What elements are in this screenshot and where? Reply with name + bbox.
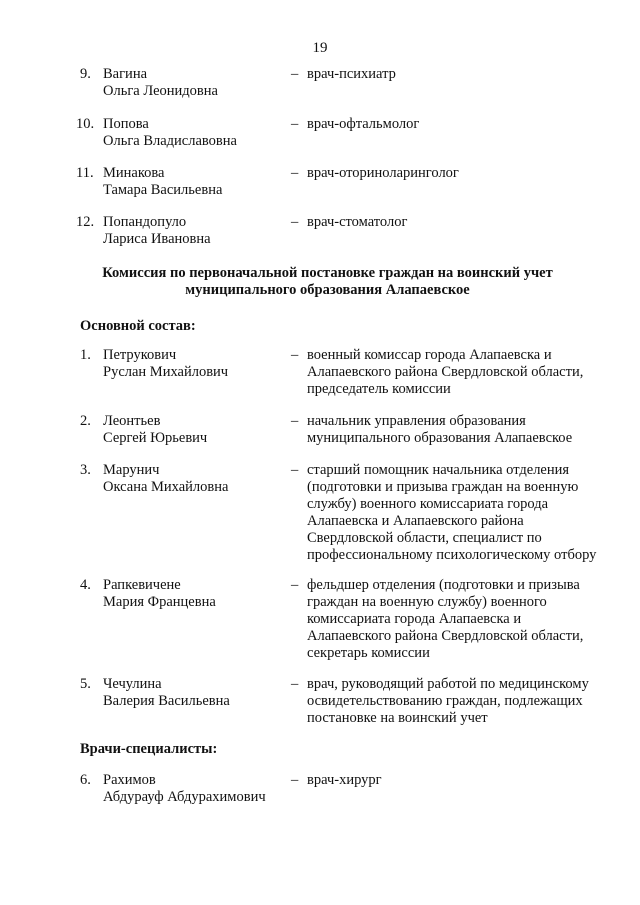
position-description: старший помощник начальника отделения (подготовки и призыва граждан на военную службу) военного комиссариата города Алапаевска и Алапаевского района Свердловской области, специалист по профессиональному психологическому отбору — [307, 462, 597, 563]
page-number: 19 — [312, 40, 328, 56]
person-name: Рахимов Абдурауф Абдурахимович — [103, 772, 266, 805]
dash: – — [291, 165, 299, 181]
item-number: 4. — [80, 577, 91, 593]
position-description: врач-офтальмолог — [307, 116, 420, 132]
position-description: врач-хирург — [307, 772, 382, 788]
position-description: врач, руководящий работой по медицинскому освидетельствованию граждан, подлежащих постановке на воинский учет — [307, 676, 589, 726]
dash: – — [291, 347, 299, 363]
dash: – — [291, 66, 299, 82]
item-number: 6. — [80, 772, 91, 788]
dash: – — [291, 214, 299, 230]
item-number: 2. — [80, 413, 91, 429]
item-number: 3. — [80, 462, 91, 478]
dash: – — [291, 676, 299, 692]
dash: – — [291, 462, 299, 478]
person-name: Минакова Тамара Васильевна — [103, 165, 223, 198]
item-number: 12. — [76, 214, 95, 230]
commission-heading: Комиссия по первоначальной постановке граждан на воинский учет муниципального образования Алапаевское — [102, 265, 553, 298]
item-number: 10. — [76, 116, 95, 132]
person-name: Рапкевичене Мария Францевна — [103, 577, 216, 610]
person-name: Леонтьев Сергей Юрьевич — [103, 413, 208, 446]
person-name: Петрукович Руслан Михайлович — [103, 347, 229, 380]
person-name: Чечулина Валерия Васильевна — [103, 676, 230, 709]
main-composition-label: Основной состав: — [80, 318, 196, 334]
position-description: военный комиссар города Алапаевска и Алапаевского района Свердловской области, председатель комиссии — [307, 347, 584, 397]
position-description: начальник управления образования муниципального образования Алапаевское — [307, 413, 573, 446]
person-name: Вагина Ольга Леонидовна — [103, 66, 218, 99]
specialists-label: Врачи-специалисты: — [80, 741, 218, 757]
dash: – — [291, 413, 299, 429]
dash: – — [291, 116, 299, 132]
dash: – — [291, 577, 299, 593]
dash: – — [291, 772, 299, 788]
item-number: 9. — [80, 66, 91, 82]
position-description: врач-стоматолог — [307, 214, 408, 230]
person-name: Попандопуло Лариса Ивановна — [103, 214, 211, 247]
position-description: врач-оториноларинголог — [307, 165, 459, 181]
item-number: 11. — [76, 165, 94, 181]
person-name: Попова Ольга Владиславовна — [103, 116, 237, 149]
position-description: врач-психиатр — [307, 66, 396, 82]
person-name: Марунич Оксана Михайловна — [103, 462, 229, 495]
item-number: 5. — [80, 676, 91, 692]
position-description: фельдшер отделения (подготовки и призыва граждан на военную службу) военного комиссариата города Алапаевска и Алапаевского района Свердловской области, секретарь комиссии — [307, 577, 584, 661]
item-number: 1. — [80, 347, 91, 363]
